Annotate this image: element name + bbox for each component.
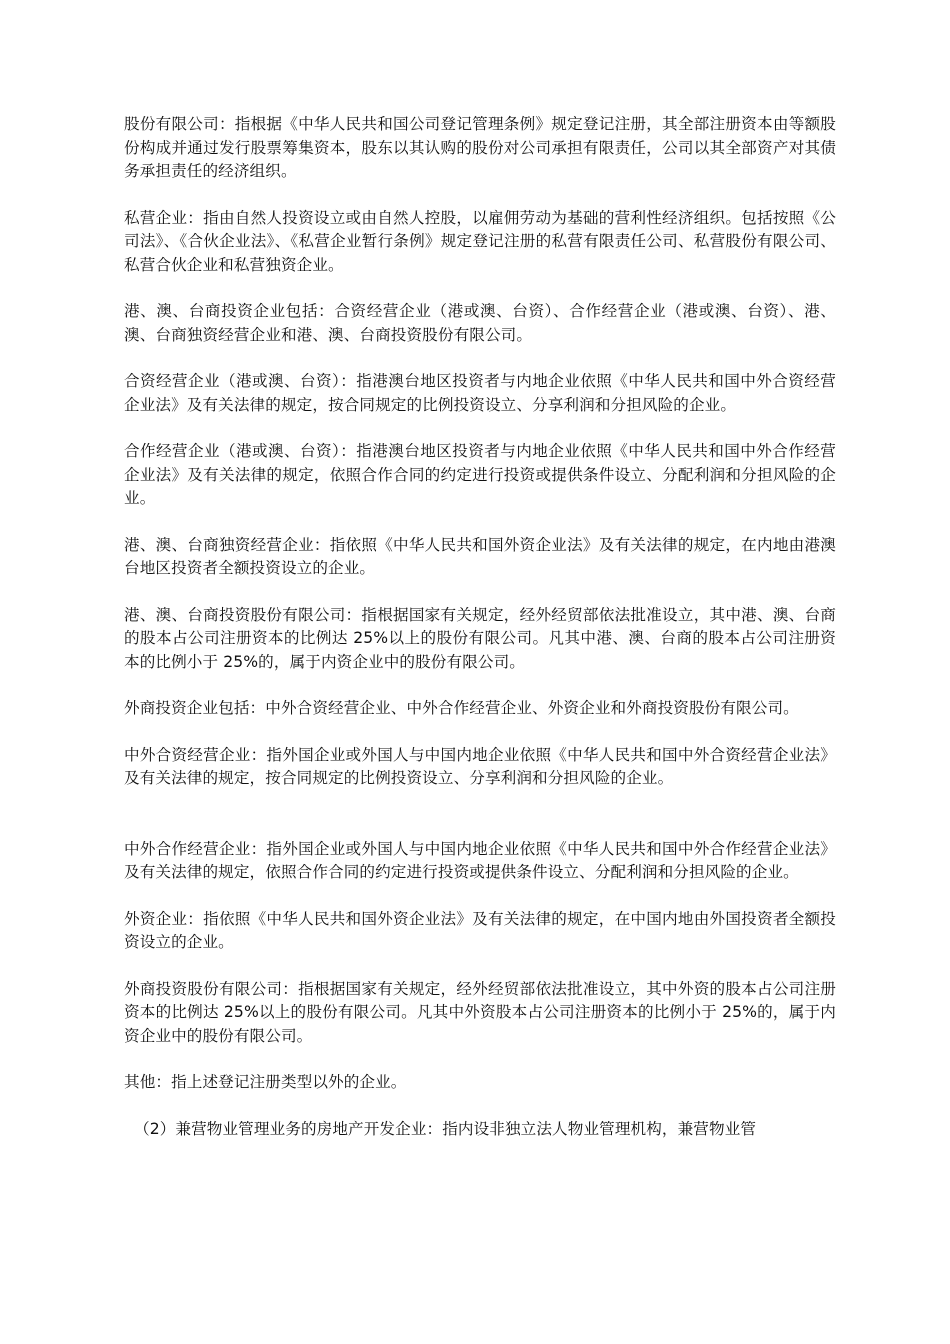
paragraph-sino-foreign-cooperative-jv: 中外合作经营企业：指外国企业或外国人与中国内地企业依照《中华人民共和国中外合作经营企业法》及有关法律的规定，依照合作合同的约定进行投资或提供条件设立、分配利润和分担风险的企业。 bbox=[124, 839, 836, 881]
paragraph-foreign-owned-enterprise: 外资企业：指依照《中华人民共和国外资企业法》及有关法律的规定，在中国内地由外国投资者全额投资设立的企业。 bbox=[124, 909, 836, 951]
document-page bbox=[124, 113, 836, 1164]
paragraph-hmt-cooperative-venture: 合作经营企业（港或澳、台资）：指港澳台地区投资者与内地企业依照《中华人民共和国中外合作经营企业法》及有关法律的规定，依照合作合同的约定进行投资或提供条件设立、分配利润和分担风险的企业。 bbox=[124, 442, 836, 507]
paragraph-item-2-real-estate: （2）兼营物业管理业务的房地产开发企业：指内设非独立法人物业管理机构，兼营物业管 bbox=[134, 1119, 757, 1138]
paragraph-hmt-joint-stock: 港、澳、台商投资股份有限公司：指根据国家有关规定，经外经贸部依法批准设立，其中港、澳、台商的股本占公司注册资本的比例达 25%以上的股份有限公司。凡其中港、澳、台商的股本占公司注册资本的比例小于 25%的，属于内资企业中的股份有限公司。 bbox=[124, 605, 836, 671]
paragraph-foreign-joint-stock: 外商投资股份有限公司：指根据国家有关规定，经外经贸部依法批准设立，其中外资的股本占公司注册资本的比例达 25%以上的股份有限公司。凡其中外资股本占公司注册资本的比例小于 25%的，属于内资企业中的股份有限公司。 bbox=[124, 979, 836, 1045]
paragraph-hmt-equity-joint-venture: 合资经营企业（港或澳、台资）：指港澳台地区投资者与内地企业依照《中华人民共和国中外合资经营企业法》及有关法律的规定，按合同规定的比例投资设立、分享利润和分担风险的企业。 bbox=[124, 372, 836, 414]
paragraph-private-enterprise: 私营企业：指由自然人投资设立或由自然人控股，以雇佣劳动为基础的营利性经济组织。包括按照《公司法》、《合伙企业法》、《私营企业暂行条例》规定登记注册的私营有限责任公司、私营股份有限公司、私营合伙企业和私营独资企业。 bbox=[124, 208, 836, 274]
paragraph-hmt-sole-proprietorship: 港、澳、台商独资经营企业：指依照《中华人民共和国外资企业法》及有关法律的规定，在内地由港澳台地区投资者全额投资设立的企业。 bbox=[124, 535, 836, 577]
paragraph-hmt-investment-overview: 港、澳、台商投资企业包括：合资经营企业（港或澳、台资）、合作经营企业（港或澳、台资）、港、澳、台商独资经营企业和港、澳、台商投资股份有限公司。 bbox=[124, 302, 836, 344]
paragraph-other: 其他：指上述登记注册类型以外的企业。 bbox=[124, 1073, 407, 1091]
paragraph-joint-stock-company: 股份有限公司：指根据《中华人民共和国公司登记管理条例》规定登记注册，其全部注册资本由等额股份构成并通过发行股票筹集资本，股东以其认购的股份对公司承担有限责任，公司以其全部资产对其债务承担责任的经济组织。 bbox=[124, 115, 836, 180]
paragraph-foreign-investment-overview: 外商投资企业包括：中外合资经营企业、中外合作经营企业、外资企业和外商投资股份有限公司。 bbox=[124, 699, 799, 717]
paragraph-sino-foreign-equity-jv: 中外合资经营企业：指外国企业或外国人与中国内地企业依照《中华人民共和国中外合资经营企业法》及有关法律的规定，按合同规定的比例投资设立、分享利润和分担风险的企业。 bbox=[124, 745, 836, 787]
